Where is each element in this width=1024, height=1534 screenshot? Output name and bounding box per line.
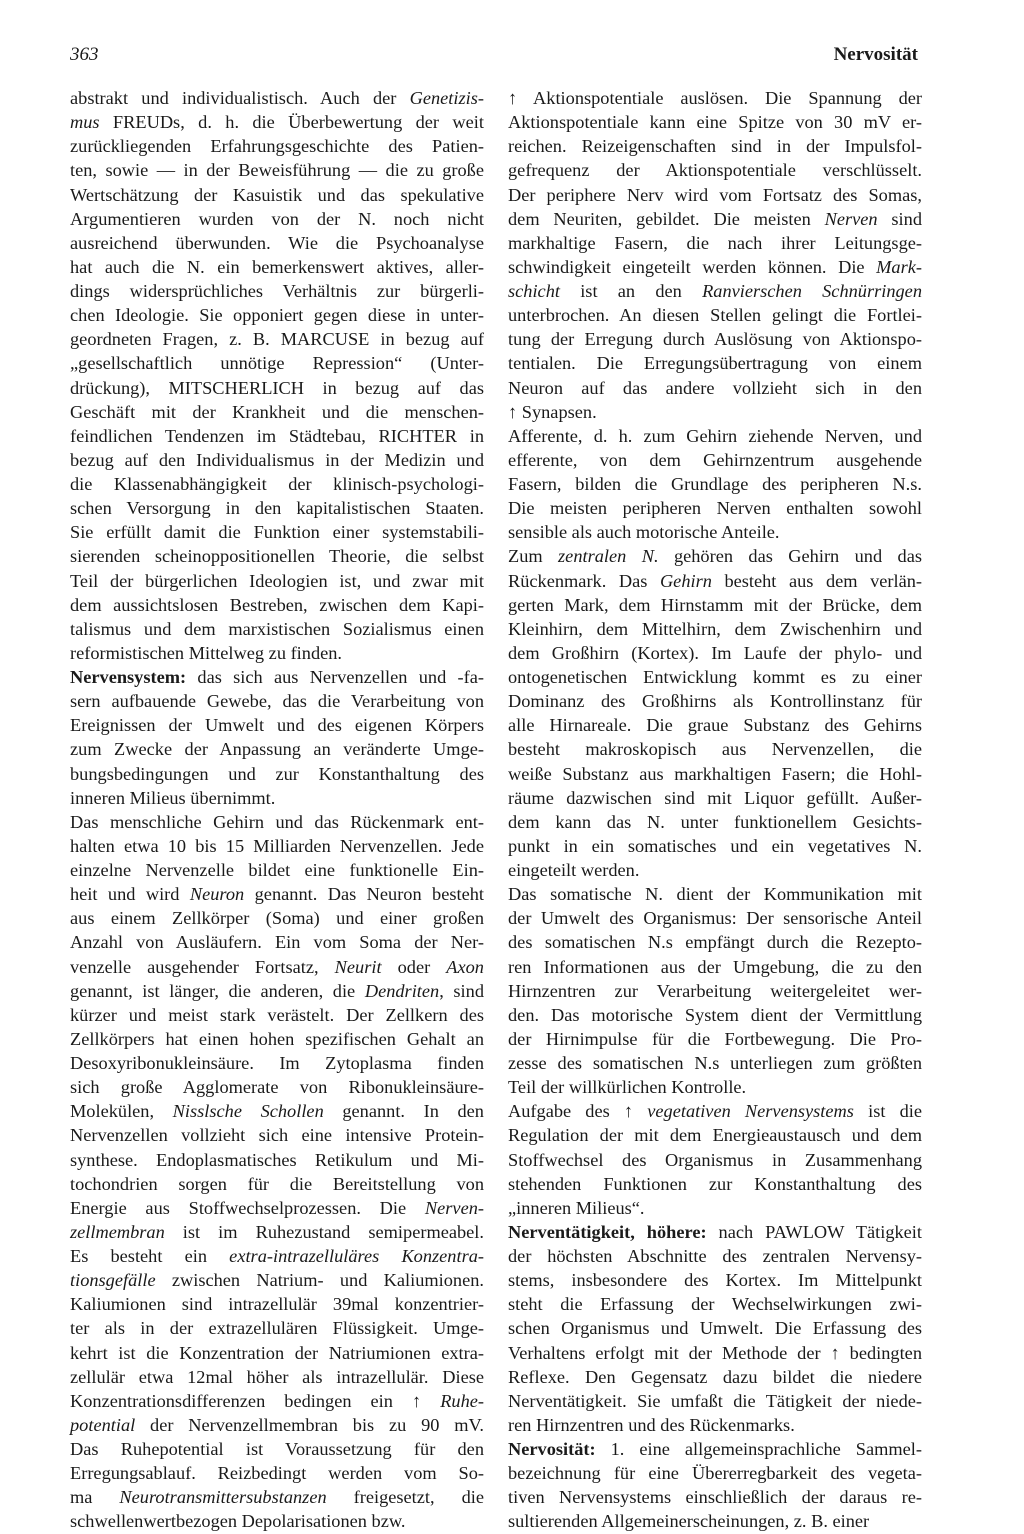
- text-line: alle Hirnareale. Die graue Substanz des Gehirns: [508, 715, 922, 736]
- text-line: ↑ Aktionspotentiale auslösen. Die Spannung der: [508, 88, 922, 108]
- text-line: Teil der willkürlichen Kontrolle.: [508, 1077, 747, 1098]
- text-line: Geschäft mit der Krankheit und die menschen-: [70, 401, 484, 422]
- text-line: schen Versorgung in den kapitalistischen Staaten.: [70, 498, 484, 519]
- text-line: ma Neurotransmittersubstanzen freigesetzt, die: [70, 1487, 484, 1508]
- text-line: den. Das motorische System dient der Vermittlung: [508, 1004, 922, 1025]
- text-line: geordneten Fragen, z. B. MARCUSE in bezug auf: [70, 329, 484, 350]
- text-line: Aktionspotentiale kann eine Spitze von 30 mV er-: [508, 112, 922, 133]
- text-line: punkt in ein somatisches und ein vegetatives N.: [508, 835, 922, 856]
- text-line: „inneren Milieus“.: [508, 1197, 645, 1218]
- text-line: Dominanz des Großhirns als Kontrollinstanz für: [508, 691, 922, 712]
- text-line: gerten Mark, dem Hirnstamm mit der Brücke, dem: [508, 594, 922, 615]
- text-line: Nervensystem: das sich aus Nervenzellen und -fa-: [70, 667, 484, 687]
- text-line: heit und wird Neuron genannt. Das Neuron besteht: [70, 884, 485, 905]
- text-line: Kaliumionen sind intrazellulär 39mal konzentrier-: [70, 1294, 484, 1315]
- text-line: abstrakt und individualistisch. Auch der Genetizis-: [70, 88, 484, 108]
- text-line: bezug auf den Individualismus in der Medizin und: [70, 449, 484, 470]
- text-line: venzelle ausgehender Fortsatz, Neurit oder Axon: [70, 956, 484, 977]
- text-line: ausreichend überwunden. Wie die Psychoanalyse: [70, 232, 484, 253]
- text-line: Das somatische N. dient der Kommunikation mit: [508, 884, 922, 905]
- text-line: chen Ideologie. Sie opponiert gegen diese in unter-: [70, 305, 484, 326]
- left-column: [70, 86, 484, 1534]
- text-line: der höchsten Abschnitte des zentralen Nervensy-: [508, 1246, 922, 1266]
- text-line: Fasern, bilden die Grundlage des peripheren N.s.: [508, 474, 922, 494]
- text-line: „gesellschaftlich unnötige Repression“ (Unter-: [70, 353, 484, 374]
- text-line: Teil der bürgerlichen Ideologien ist, und zwar mit: [70, 570, 484, 591]
- text-line: mus FREUDs, d. h. die Überbewertung der weit: [70, 112, 484, 133]
- text-line: sern aufbauende Gewebe, das die Verarbeitung von: [70, 691, 484, 712]
- text-line: die Klassenabhängigkeit der klinisch-psychologi-: [70, 474, 484, 494]
- text-line: Das menschliche Gehirn und das Rückenmark ent-: [70, 811, 484, 832]
- text-line: halten etwa 10 bis 15 Milliarden Nervenzellen. Jede: [70, 835, 484, 856]
- text-line: Zellkörpers hat einen hohen spezifischen Gehalt an: [70, 1028, 484, 1049]
- text-line: ↑ Synapsen.: [508, 401, 597, 422]
- text-line: tionsgefälle zwischen Natrium- und Kaliumionen.: [70, 1270, 484, 1291]
- text-line: dem aussichtslosen Bestreben, zwischen dem Kapi-: [70, 594, 484, 615]
- text-line: inneren Milieus übernimmt.: [70, 787, 276, 808]
- text-line: besteht makroskopisch aus Nervenzellen, die: [508, 739, 922, 760]
- text-line: zellmembran ist im Ruhezustand semipermeabel.: [70, 1221, 484, 1242]
- text-line: gefrequenz der Aktionspotentiale verschlüsselt.: [508, 160, 922, 181]
- text-line: räume dazwischen sind mit Liquor gefüllt. Außer-: [508, 787, 922, 808]
- text-line: Neuron auf das andere vollzieht sich in den: [508, 377, 922, 398]
- text-line: zurückliegenden Erfahrungsgeschichte des Patien-: [70, 136, 484, 157]
- text-line: Wertschätzung der Kasuistik und das spekulative: [70, 184, 484, 205]
- text-line: synthese. Endoplasmatisches Retikulum und Mi-: [70, 1149, 484, 1170]
- text-line: der Umwelt des Organismus: Der sensorische Anteil: [508, 908, 922, 929]
- text-line: hat auch die N. ein bemerkenswert aktives, aller-: [70, 256, 484, 277]
- text-line: sultierenden Allgemeinerscheinungen, z. B. einer: [508, 1511, 870, 1532]
- text-line: Erregungsablauf. Reizbedingt werden vom So-: [70, 1463, 484, 1484]
- text-line: ren Hirnzentren und des Rückenmarks.: [508, 1414, 795, 1435]
- text-line: Nerventätigkeit. Sie umfaßt die Tätigkeit der niede-: [508, 1390, 922, 1411]
- text-line: Stoffwechsel des Organismus in Zusammenhang: [508, 1149, 922, 1170]
- text-line: potential der Nervenzellmembran bis zu 90 mV.: [70, 1414, 484, 1435]
- text-line: reichen. Reizeigenschaften sind in der Impulsfol-: [508, 136, 922, 157]
- text-line: aus einem Zellkörper (Soma) und einer großen: [70, 908, 484, 929]
- text-line: Reflexe. Den Gegensatz dazu bildet die niedere: [508, 1366, 922, 1387]
- text-line: Nervenzellen vollzieht sich eine intensive Protein-: [70, 1125, 484, 1146]
- text-line: ten, sowie — in der Beweisführung — die zu große: [70, 160, 484, 181]
- text-line: des somatischen N.s empfängt durch die Rezepto-: [508, 932, 922, 953]
- running-title: Nervosität: [833, 44, 918, 65]
- text-line: dings widersprüchliches Verhältnis zur bürgerli-: [70, 281, 484, 301]
- text-line: talismus und dem marxistischen Sozialismus einen: [70, 618, 484, 639]
- text-line: eingeteilt werden.: [508, 860, 640, 880]
- text-line: Der periphere Nerv wird vom Fortsatz des Somas,: [508, 184, 922, 205]
- text-line: Das Ruhepotential ist Voraussetzung für den: [70, 1439, 484, 1459]
- text-line: einzelne Nervenzelle bildet eine funktionelle Ein-: [70, 860, 484, 880]
- text-line: Molekülen, Nisslsche Schollen genannt. In den: [70, 1101, 484, 1122]
- text-line: steht die Erfassung der Wechselwirkungen zwi-: [508, 1294, 922, 1315]
- text-line: tiven Nervensystems einschließlich der daraus re-: [508, 1487, 922, 1508]
- text-line: schwindigkeit eingeteilt werden können. Die Mark-: [508, 256, 922, 277]
- text-line: zesse des somatischen N.s unterliegen zum größten: [508, 1053, 922, 1073]
- text-line: weiße Substanz aus markhaltigen Fasern; die Hohl-: [508, 763, 922, 784]
- text-line: Die meisten peripheren Nerven enthalten sowohl: [508, 498, 922, 519]
- text-line: dem kann das N. unter funktionellem Gesichts-: [508, 811, 922, 832]
- text-line: kürzer und meist stark verästelt. Der Zellkern des: [70, 1004, 484, 1025]
- text-line: efferente, von dem Gehirnzentrum ausgehende: [508, 449, 922, 470]
- text-line: ter als in der extrazellulären Flüssigkeit. Umge-: [70, 1318, 484, 1339]
- text-line: stehenden Funktionen zur Konstanthaltung des: [508, 1173, 922, 1194]
- text-line: Verhaltens erfolgt mit der Methode der ↑ bedingten: [508, 1342, 922, 1363]
- text-line: dem Neuriten, gebildet. Die meisten Nerven sind: [508, 208, 922, 229]
- page-number: 363: [70, 44, 99, 65]
- text-line: Sie erfüllt damit die Funktion einer systemstabili-: [70, 522, 484, 543]
- text-line: markhaltige Fasern, die nach ihrer Leitungsge-: [508, 232, 922, 253]
- text-line: Kleinhirn, dem Mittelhirn, dem Zwischenhirn und: [508, 618, 922, 639]
- text-line: Zum zentralen N. gehören das Gehirn und das: [508, 546, 922, 567]
- text-line: schwellenwertbezogen Depolarisationen bzw.: [70, 1511, 406, 1532]
- text-line: Nervosität: 1. eine allgemeinsprachliche Sammel-: [508, 1439, 922, 1459]
- text-line: Argumentieren wurden von der N. noch nicht: [70, 208, 484, 229]
- text-line: schicht ist an den Ranvierschen Schnürringen: [508, 281, 922, 301]
- text-line: sich große Agglomerate von Ribonukleinsäure-: [70, 1077, 484, 1098]
- text-line: der Hirnimpulse für die Fortbewegung. Die Pro-: [508, 1028, 922, 1049]
- text-line: feindlichen Tendenzen im Städtebau, RICHTER in: [70, 425, 484, 446]
- text-line: bungsbedingungen und zur Konstanthaltung des: [70, 763, 484, 784]
- text-line: unterbrochen. An diesen Stellen gelingt die Fortlei-: [508, 305, 922, 326]
- text-line: Anzahl von Ausläufern. Ein vom Soma der Ner-: [70, 932, 484, 953]
- text-line: zellulär etwa 12mal höher als intrazellulär. Diese: [70, 1366, 484, 1387]
- text-line: dem Großhirn (Kortex). Im Laufe der phylo- und: [508, 642, 922, 663]
- text-line: Desoxyribonukleinsäure. Im Zytoplasma finden: [70, 1053, 484, 1073]
- text-line: tentialen. Die Erregungsübertragung von einem: [508, 353, 922, 374]
- text-line: Afferente, d. h. zum Gehirn ziehende Nerven, und: [508, 425, 922, 446]
- text-line: Aufgabe des ↑ vegetativen Nervensystems ist die: [508, 1101, 922, 1122]
- text-line: Rückenmark. Das Gehirn besteht aus dem verlän-: [508, 570, 923, 591]
- text-line: ontogenetischen Entwicklung kommt es zu einer: [508, 667, 922, 687]
- text-line: Es besteht ein extra-intrazelluläres Konzentra-: [70, 1246, 484, 1266]
- text-line: tung der Erregung durch Auslösung von Aktionspo-: [508, 329, 922, 350]
- text-line: drückung), MITSCHERLICH in bezug auf das: [70, 377, 484, 398]
- text-line: Regulation der mit dem Energieaustausch und dem: [508, 1125, 922, 1146]
- text-line: genannt, ist länger, die anderen, die Dendriten, sind: [70, 980, 484, 1001]
- text-line: reformistischen Mittelweg zu finden.: [70, 642, 343, 663]
- text-line: bezeichnung für eine Übererregbarkeit des vegeta-: [508, 1463, 922, 1484]
- text-line: ren Informationen aus der Umgebung, die zu den: [508, 956, 922, 977]
- text-line: Energie aus Stoffwechselprozessen. Die Nerven-: [70, 1197, 484, 1218]
- text-line: Ereignissen der Umwelt und des eigenen Körpers: [70, 715, 484, 736]
- text-line: kehrt ist die Konzentration der Natriumionen extra-: [70, 1342, 484, 1363]
- text-line: schen Organismus und Umwelt. Die Erfassung des: [508, 1318, 922, 1339]
- text-line: sierenden scheinoppositionellen Theorie, die selbst: [70, 546, 484, 567]
- text-line: Nerventätigkeit, höhere: nach PAWLOW Tätigkeit: [508, 1221, 922, 1242]
- text-line: tochondrien sorgen für die Bereitstellung von: [70, 1173, 484, 1194]
- right-column: [508, 86, 922, 1534]
- text-line: Konzentrationsdifferenzen bedingen ein ↑ Ruhe-: [70, 1390, 484, 1411]
- text-line: sensible als auch motorische Anteile.: [508, 522, 780, 543]
- text-line: Hirnzentren zur Verarbeitung weitergeleitet wer-: [508, 980, 922, 1001]
- text-line: zum Zwecke der Anpassung an veränderte Umge-: [70, 739, 484, 760]
- text-line: stems, insbesondere des Kortex. Im Mittelpunkt: [508, 1270, 922, 1291]
